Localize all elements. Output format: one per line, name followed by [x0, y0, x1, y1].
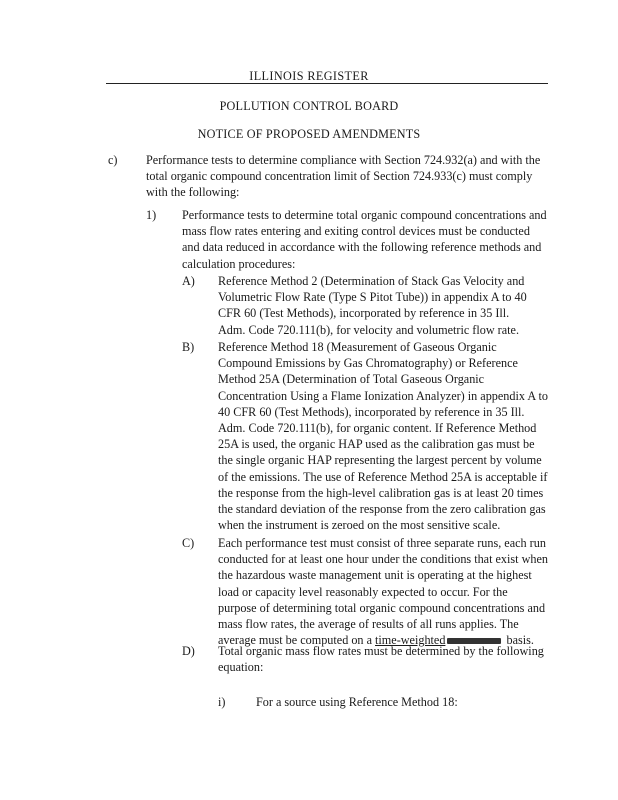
item-b-label: B) — [182, 340, 195, 354]
section-c-text: Performance tests to determine compliance with Section 724.932(a) and with the total organic compound concentration limit of Section 724.933(c) must comply with the following: — [146, 153, 541, 200]
item-i-text: For a source using Reference Method 18: — [256, 695, 458, 709]
item-1-text: Performance tests to determine total organic compound concentrations and mass flow rates entering and exiting control devices must be conducted and data reduced in accordance with the following reference methods and calculation procedures: — [182, 208, 547, 271]
item-i-label: i) — [218, 695, 226, 709]
item-a-text: Reference Method 2 (Determination of Stack Gas Velocity and Volumetric Flow Rate (Type S Pitot Tube)) in appendix A to 40 CFR 60 (Test Methods), incorporated by reference in 35 Ill. Adm. Code 720.111(b), for velocity and volumetric flow rate. — [218, 274, 527, 337]
header-rule — [106, 83, 548, 84]
item-c-text-after: basis. — [503, 633, 534, 648]
item-c-text-before: Each performance test must consist of three separate runs, each run conducted for at least one hour under the conditions that exist when the hazardous waste management unit is operating at the highest load or capacity level reasonably expected to occur. For the purpose of determining total organic compound concentrations and mass flow rates, the average of results of all runs applies. The average must be computed on a — [218, 536, 548, 648]
item-c-text — [218, 535, 548, 648]
item-c-underlined: time-weighted — [375, 633, 446, 648]
item-b-text: Reference Method 18 (Measurement of Gaseous Organic Compound Emissions by Gas Chromatography) or Reference Method 25A (Determination of Total Gaseous Organic Concentration Using a Flame Ionization Analyzer) in appendix A to 40 CFR 60 (Test Methods), incorporated by reference in 35 Ill. Adm. Code 720.111(b), for organic content. If Reference Method 25A is used, the organic HAP used as the calibration gas must be the single organic HAP representing the largest percent by volume of the emissions. The use of Reference Method 25A is acceptable if the response from the high-level calibration gas is at least 20 times the standard deviation of the response from the zero calibration gas when the instrument is zeroed on the most sensitive scale. — [218, 340, 549, 533]
section-c-label: c) — [108, 153, 118, 167]
item-d-label: D) — [182, 644, 195, 658]
item-d-text: Total organic mass flow rates must be determined by the following equation: — [218, 644, 544, 675]
item-a-label: A) — [182, 274, 195, 288]
item-c-label: C) — [182, 536, 195, 550]
register-header: ILLINOIS REGISTER — [249, 69, 369, 83]
notice-title: NOTICE OF PROPOSED AMENDMENTS — [197, 127, 421, 141]
board-name: POLLUTION CONTROL BOARD — [219, 99, 399, 113]
item-1-label: 1) — [146, 208, 157, 222]
